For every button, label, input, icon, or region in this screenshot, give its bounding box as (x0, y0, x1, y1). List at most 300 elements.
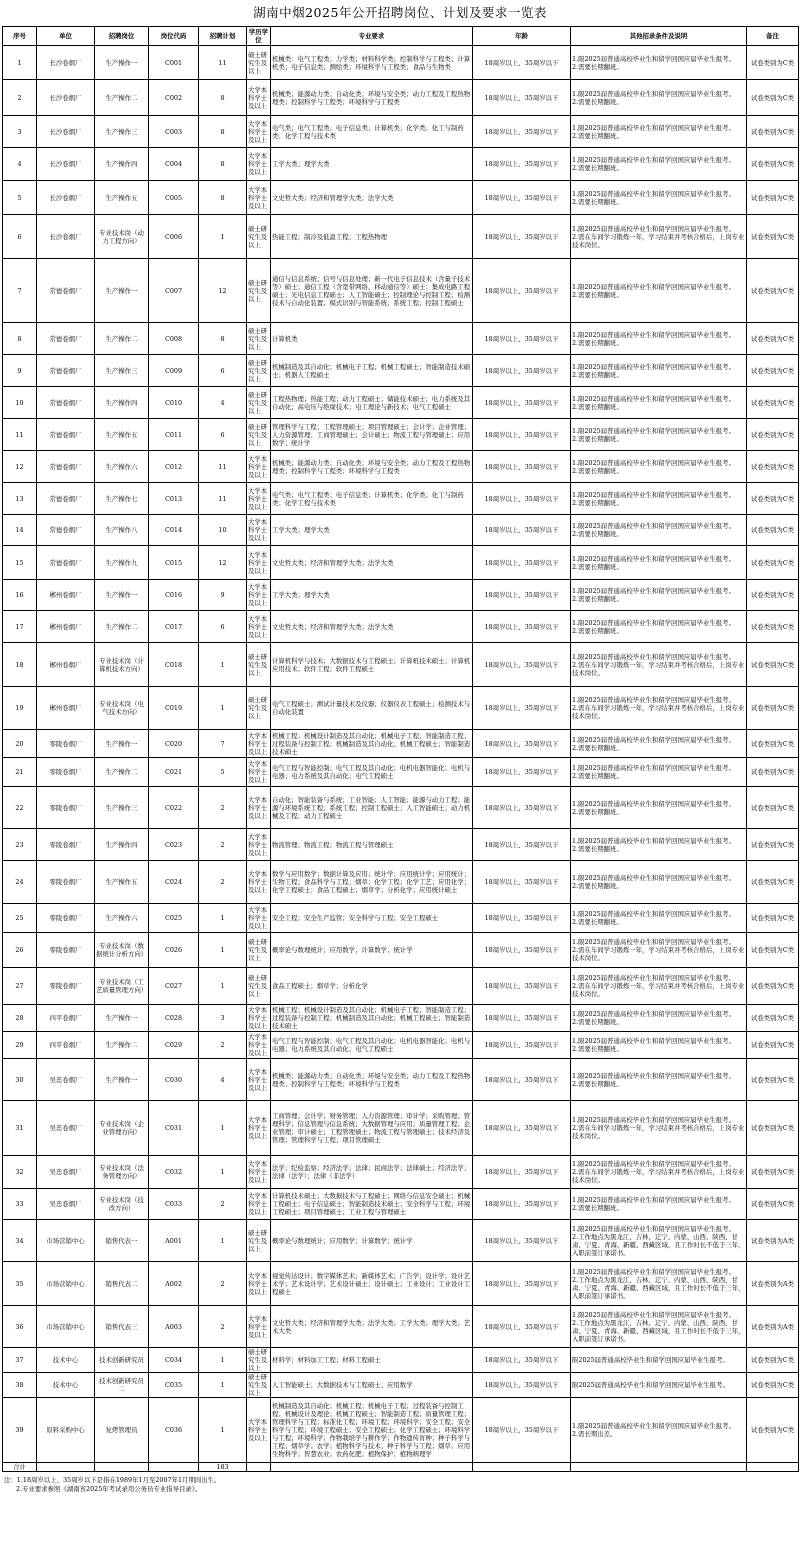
row-code: C009 (149, 355, 199, 387)
row-age: 18周岁以上、35周岁以下 (473, 259, 571, 323)
row-no: 26 (3, 933, 37, 968)
row-conditions: 1.限2025届普通高校毕业生和留学回国应届毕业生报考。 2.需要长期翻班。 (571, 829, 747, 861)
row-unit: 零陵卷烟厂 (37, 829, 95, 861)
header-plan: 招聘计划 (199, 27, 247, 46)
row-note: 试卷类别为C类 (747, 787, 799, 829)
row-unit: 零陵卷烟厂 (37, 787, 95, 829)
row-post: 生产操作一 (95, 1059, 149, 1101)
row-note: 试卷类别为C类 (747, 181, 799, 215)
header-note: 备注 (747, 27, 799, 46)
row-note: 试卷类别为C类 (747, 215, 799, 259)
row-edu: 大学本科学士及以上 (247, 1156, 271, 1189)
row-code: C013 (149, 483, 199, 515)
row-code: C019 (149, 687, 199, 730)
row-major: 电气工程与智能控制；电气工程及其自动化；电机电器智能化；电机与电器；电力系统及其自动化；电气工程硕士 (271, 1032, 473, 1059)
row-edu: 硕士研究生及以上 (247, 1220, 271, 1262)
table-row (3, 148, 799, 181)
row-age: 18周岁以上、35周岁以下 (473, 1398, 571, 1463)
row-unit: 长沙卷烟厂 (37, 181, 95, 215)
row-edu: 大学本科学士及以上 (247, 1059, 271, 1101)
row-major: 机械制造及其自动化；机械电子工程；机械工程硕士；智能制造技术硕士；机器人工程硕士 (271, 355, 473, 387)
row-edu: 大学本科学士及以上 (247, 829, 271, 861)
row-age: 18周岁以上、35周岁以下 (473, 323, 571, 355)
row-conditions: 1.限2025届普通高校毕业生和留学回国应届毕业生报考。 2.需要长期翻班。 (571, 861, 747, 904)
row-edu: 硕士研究生及以上 (247, 643, 271, 687)
row-major: 计算机科学与技术；大数据技术与工程硕士；计算机技术硕士；计算机应用技术；软件工程；软件工程硕士 (271, 643, 473, 687)
row-edu: 硕士研究生及以上 (247, 323, 271, 355)
row-major: 机械类；能源动力类；自动化类；环境与安全类；动力工程及工程热物理类；控制科学与工程类；环境科学与工程类 (271, 80, 473, 116)
row-age: 18周岁以上、35周岁以下 (473, 1306, 571, 1348)
row-plan: 1 (199, 968, 247, 1005)
row-no: 8 (3, 323, 37, 355)
table-row (3, 1059, 799, 1101)
row-age: 18周岁以上、35周岁以下 (473, 215, 571, 259)
row-post: 生产操作二 (95, 758, 149, 787)
page-title: 湖南中烟2025年公开招聘岗位、计划及要求一览表 (253, 5, 547, 20)
row-no: 3 (3, 116, 37, 148)
row-code: C003 (149, 116, 199, 148)
table-row (3, 181, 799, 215)
row-age: 18周岁以上、35周岁以下 (473, 861, 571, 904)
row-unit: 零陵卷烟厂 (37, 904, 95, 933)
row-post: 专业技术岗（企业管理方向） (95, 1101, 149, 1156)
row-code: C033 (149, 1189, 199, 1220)
table-row (3, 546, 799, 580)
row-no: 16 (3, 580, 37, 611)
row-unit: 市场营销中心 (37, 1306, 95, 1348)
row-code: C001 (149, 46, 199, 80)
row-major: 计算机技术硕士；大数据技术与工程硕士；网络与信息安全硕士；机械工程硕士；电子信息硕士；智能制造技术硕士；安全科学与工程；环境工程硕士；项目管理硕士；工业工程与管理硕士 (271, 1189, 473, 1220)
row-major: 机械类：电气工程类；力学类；材料科学类；控制科学与工程类；计算机类；电子信息类；测绘类；环境科学与工程类；食品与生物类 (271, 46, 473, 80)
row-code: C017 (149, 611, 199, 643)
row-no: 24 (3, 861, 37, 904)
row-age: 18周岁以上、35周岁以下 (473, 116, 571, 148)
row-unit: 常德卷烟厂 (37, 515, 95, 546)
row-age: 18周岁以上、35周岁以下 (473, 1189, 571, 1220)
row-age: 18周岁以上、35周岁以下 (473, 758, 571, 787)
row-note: 试卷类别为C类 (747, 730, 799, 758)
row-conditions: 1.限2025届普通高校毕业生和留学回国应届毕业生报考。 2.需要长期翻班。 (571, 730, 747, 758)
row-note: 试卷类别为C类 (747, 546, 799, 580)
row-post: 技术创新研究员二 (95, 1373, 149, 1398)
row-no: 4 (3, 148, 37, 181)
row-age: 18周岁以上、35周岁以下 (473, 80, 571, 116)
row-conditions: 1.限2025届普通高校毕业生和留学回国应届毕业生报考。 2.需长期出差。 (571, 1398, 747, 1463)
row-plan: 1 (199, 904, 247, 933)
row-unit: 零陵卷烟厂 (37, 861, 95, 904)
table-row (3, 1101, 799, 1156)
row-edu: 大学本科学士及以上 (247, 861, 271, 904)
row-edu: 大学本科学士及以上 (247, 787, 271, 829)
row-note: 试卷类别为C类 (747, 419, 799, 451)
row-unit: 常德卷烟厂 (37, 259, 95, 323)
row-note: 试卷类别为C类 (747, 643, 799, 687)
row-major: 视觉传达设计；数字媒体艺术；新媒体艺术；广告学；设计学；设计艺术学；艺术设计学；艺术设计硕士；设计硕士；工业设计；工业设计工程硕士 (271, 1262, 473, 1306)
row-no: 37 (3, 1348, 37, 1373)
row-conditions: 1.限2025届普通高校毕业生和留学回国应届毕业生报考。 2.需在车间学习锻炼一年，学习结束并考核合格后，上岗专业技术岗位。 (571, 687, 747, 730)
row-plan: 1 (199, 1156, 247, 1189)
row-major: 通信与信息系统；信号与信息处理；新一代电子信息技术（含量子技术等）硕士；通信工程（含宽带网络、移动通信等）硕士；集成电路工程硕士；光电信息工程硕士；人工智能硕士；控制理论与控制工程；检测技术与自动化装置；模式识别与智能系统；系统工程；控制工程硕士 (271, 259, 473, 323)
table-row (3, 215, 799, 259)
row-edu: 大学本科学士及以上 (247, 758, 271, 787)
row-plan: 4 (199, 1059, 247, 1101)
table-row (3, 968, 799, 1005)
row-conditions: 1.限2025届普通高校毕业生和留学回国应届毕业生报考。 2.需要长期翻班。 (571, 355, 747, 387)
table-row (3, 787, 799, 829)
row-unit: 常德卷烟厂 (37, 355, 95, 387)
row-note: 试卷类别为C类 (747, 758, 799, 787)
row-post: 生产操作四 (95, 148, 149, 181)
row-plan: 7 (199, 730, 247, 758)
row-plan: 11 (199, 451, 247, 483)
row-post: 生产操作五 (95, 181, 149, 215)
row-conditions: 1.限2025届普通高校毕业生和留学回国应届毕业生报考。 2.需要长期翻班。 (571, 419, 747, 451)
row-conditions: 限2025届普通高校毕业生和留学回国应届毕业生报考。 (571, 1373, 747, 1398)
row-edu: 硕士研究生及以上 (247, 215, 271, 259)
row-conditions: 1.限2025届普通高校毕业生和留学回国应届毕业生报考。 2.需要长期翻班。 (571, 904, 747, 933)
header-major: 专业要求 (271, 27, 473, 46)
row-plan: 12 (199, 259, 247, 323)
row-edu: 大学本科学士及以上 (247, 181, 271, 215)
row-code: C015 (149, 546, 199, 580)
row-conditions: 1.限2025届普通高校毕业生和留学回国应届毕业生报考。 2.需在车间学习锻炼一年，学习结束并考核合格后，上岗专业技术岗位。 (571, 968, 747, 1005)
row-post: 销售代表三 (95, 1306, 149, 1348)
table-row (3, 643, 799, 687)
row-post: 专业技术岗（电气技术方向） (95, 687, 149, 730)
row-post: 销售代表二 (95, 1262, 149, 1306)
row-unit: 长沙卷烟厂 (37, 80, 95, 116)
row-note: 试卷类别为C类 (747, 355, 799, 387)
row-conditions: 1.限2025届普通高校毕业生和留学回国应届毕业生报考。 2.工作地点为黑龙江、吉林、辽宁、内蒙、山西、陕西、甘肃、宁夏、青海、新疆、西藏区域，且工作时长不低于三年，入职前签订承诺书。 (571, 1306, 747, 1348)
table-row (3, 1220, 799, 1262)
row-edu: 大学本科学士及以上 (247, 1189, 271, 1220)
row-major: 电气类；电气工程类；电子信息类；计算机类；化学类；化工与制药类；化学工程与技术类 (271, 483, 473, 515)
row-major: 概率论与数理统计；应用数学；计算数学；统计学 (271, 1220, 473, 1262)
row-age: 18周岁以上、35周岁以下 (473, 904, 571, 933)
row-note: 试卷类别为C类 (747, 1032, 799, 1059)
row-no: 30 (3, 1059, 37, 1101)
row-edu: 硕士研究生及以上 (247, 687, 271, 730)
row-no: 13 (3, 483, 37, 515)
row-unit: 长沙卷烟厂 (37, 46, 95, 80)
row-edu: 大学本科学士及以上 (247, 483, 271, 515)
row-post: 生产操作一 (95, 730, 149, 758)
row-no: 14 (3, 515, 37, 546)
row-conditions: 1.限2025届普通高校毕业生和留学回国应届毕业生报考。 2.需在车间学习锻炼一年，学习结束并考核合格后，上岗专业技术岗位。 (571, 933, 747, 968)
row-note: 试卷类别为C类 (747, 1348, 799, 1373)
row-conditions: 1.限2025届普通高校毕业生和留学回国应届毕业生报考。 2.需要长期翻班。 (571, 387, 747, 419)
row-unit: 技术中心 (37, 1373, 95, 1398)
row-code: C036 (149, 1398, 199, 1463)
row-edu: 大学本科学士及以上 (247, 1398, 271, 1463)
row-unit: 吴忠卷烟厂 (37, 1059, 95, 1101)
footnote: 2.专业要求参照《湖南省2025年考试录用公务员专业指导目录》。 (16, 1484, 202, 1493)
row-post: 专业技术岗（技改方向） (95, 1189, 149, 1220)
row-no: 33 (3, 1189, 37, 1220)
row-unit: 常德卷烟厂 (37, 323, 95, 355)
row-plan: 10 (199, 515, 247, 546)
row-no: 38 (3, 1373, 37, 1398)
footnote: 注：1.18周岁以上、35周岁以下是指在1989年1月至2007年1月期间出生。 (4, 1476, 221, 1484)
row-age: 18周岁以上、35周岁以下 (473, 787, 571, 829)
row-plan: 1 (199, 1220, 247, 1262)
row-major: 工学大类；理学大类 (271, 580, 473, 611)
table-row (3, 933, 799, 968)
header-unit: 单位 (37, 27, 95, 46)
table-row (3, 1262, 799, 1306)
row-note: 试卷类别为A类 (747, 1262, 799, 1306)
row-major: 安全工程；安全生产监管；安全科学与工程；安全工程硕士 (271, 904, 473, 933)
row-post: 生产操作四 (95, 829, 149, 861)
row-no: 7 (3, 259, 37, 323)
row-note: 试卷类别为A类 (747, 1306, 799, 1348)
row-no: 15 (3, 546, 37, 580)
table-row (3, 355, 799, 387)
row-code: C004 (149, 148, 199, 181)
table-row (3, 730, 799, 758)
row-age: 18周岁以上、35周岁以下 (473, 968, 571, 1005)
row-major: 人工智能硕士；大数据技术与工程硕士；应用数学 (271, 1373, 473, 1398)
row-note: 试卷类别为C类 (747, 1189, 799, 1220)
row-conditions: 1.限2025届普通高校毕业生和留学回国应届毕业生报考。 2.需在车间学习锻炼一年，学习结束并考核合格后，上岗专业技术岗位。 (571, 1156, 747, 1189)
row-plan: 1 (199, 1348, 247, 1373)
row-conditions: 1.限2025届普通高校毕业生和留学回国应届毕业生报考。 2.需要长期翻班。 (571, 259, 747, 323)
table-row (3, 861, 799, 904)
row-edu: 大学本科学士及以上 (247, 904, 271, 933)
row-conditions: 1.限2025届普通高校毕业生和留学回国应届毕业生报考。 2.需要长期翻班。 (571, 116, 747, 148)
table-row (3, 1373, 799, 1398)
row-post: 生产操作一 (95, 580, 149, 611)
row-major: 文史哲大类；经济和管理学大类；法学大类；工学大类；理学大类；艺术大类 (271, 1306, 473, 1348)
row-edu: 硕士研究生及以上 (247, 259, 271, 323)
row-age: 18周岁以上、35周岁以下 (473, 687, 571, 730)
row-code: C026 (149, 933, 199, 968)
header-edu: 学历学位 (247, 27, 271, 46)
row-code: C020 (149, 730, 199, 758)
row-note: 试卷类别为C类 (747, 451, 799, 483)
row-unit: 技术中心 (37, 1348, 95, 1373)
row-plan: 8 (199, 181, 247, 215)
row-age: 18周岁以上、35周岁以下 (473, 148, 571, 181)
row-post: 生产操作二 (95, 80, 149, 116)
row-no: 11 (3, 419, 37, 451)
row-note: 试卷类别为C类 (747, 116, 799, 148)
row-code: C035 (149, 1373, 199, 1398)
table-row (3, 1156, 799, 1189)
row-conditions: 1.限2025届普通高校毕业生和留学回国应届毕业生报考。 2.需要长期翻班。 (571, 1189, 747, 1220)
table-row (3, 483, 799, 515)
row-age: 18周岁以上、35周岁以下 (473, 829, 571, 861)
row-post: 生产操作九 (95, 546, 149, 580)
row-conditions: 1.限2025届普通高校毕业生和留学回国应届毕业生报考。 2.工作地点为黑龙江、吉林、辽宁、内蒙、山西、陕西、甘肃、宁夏、青海、新疆、西藏区域，且工作时长不低于三年，入职前签订承诺书。 (571, 1262, 747, 1306)
row-conditions: 1.限2025届普通高校毕业生和留学回国应届毕业生报考。 2.需要长期翻班。 (571, 787, 747, 829)
header-code: 岗位代码 (149, 27, 199, 46)
header-post: 招聘岗位 (95, 27, 149, 46)
row-major: 自动化；智能装备与系统；工业智能；人工智能；能源与动力工程；能源与环境系统工程；系统工程；控制工程硕士；人工智能硕士；动力机械及工程；动力工程硕士 (271, 787, 473, 829)
row-post: 复烤管理员 (95, 1398, 149, 1463)
row-no: 27 (3, 968, 37, 1005)
row-unit: 吴忠卷烟厂 (37, 1101, 95, 1156)
row-plan: 2 (199, 861, 247, 904)
row-no: 2 (3, 80, 37, 116)
row-unit: 四平卷烟厂 (37, 1032, 95, 1059)
row-edu: 大学本科学士及以上 (247, 1262, 271, 1306)
row-code: A002 (149, 1262, 199, 1306)
row-unit: 吴忠卷烟厂 (37, 1156, 95, 1189)
row-major: 机械制造及其自动化；机械工程；机械电子工程；过程装备与控制工程；机械设计及理论；机械工程硕士；智能制造工程；质量管理工程；管理科学与工程；标准化工程；环境工程；环境科学；安全工程；安全科学与工程；环境工程硕士；安全工程硕士；化学工程硕士；环境科学与工程；环境科学；作物栽培学与耕作学；作物遗传育种；种子科学与工程；烟草学；农学；植物科学与技术；种子科学与工程；烟草；应用生物科学；智慧农业；农药化肥；植物保护；植物病理学 (271, 1398, 473, 1463)
row-no: 35 (3, 1262, 37, 1306)
row-post: 专业技术岗（法务管理方向） (95, 1156, 149, 1189)
row-edu: 大学本科学士及以上 (247, 580, 271, 611)
row-plan: 1 (199, 215, 247, 259)
row-plan: 6 (199, 611, 247, 643)
row-no: 10 (3, 387, 37, 419)
row-no: 31 (3, 1101, 37, 1156)
row-plan: 1 (199, 1101, 247, 1156)
row-conditions: 1.限2025届普通高校毕业生和留学回国应届毕业生报考。 2.需要长期翻班。 (571, 611, 747, 643)
row-major: 数学与应用数学；数据计算及应用；统计学；应用统计学；应用统计；生物工程；食品科学与工程；烟草；化学工程；化学工艺；应用化学；化学工程硕士；食品工程硕士；烟草学；分析化学；应用统计硕士 (271, 861, 473, 904)
table-row (3, 829, 799, 861)
row-note: 试卷类别为C类 (747, 80, 799, 116)
row-unit: 常德卷烟厂 (37, 387, 95, 419)
row-major: 电气工程与智能控制；电气工程及其自动化；电机电器智能化；电机与电器；电力系统及其自动化；电气工程硕士 (271, 758, 473, 787)
row-conditions: 1.限2025届普通高校毕业生和留学回国应届毕业生报考。 2.工作地点为黑龙江、吉林、辽宁、内蒙、山西、陕西、甘肃、宁夏、青海、新疆、西藏区域，且工作时长不低于三年，入职前签订承诺书。 (571, 1220, 747, 1262)
row-code: C030 (149, 1059, 199, 1101)
row-edu: 硕士研究生及以上 (247, 419, 271, 451)
row-unit: 零陵卷烟厂 (37, 730, 95, 758)
row-unit: 市场营销中心 (37, 1220, 95, 1262)
row-plan: 2 (199, 1189, 247, 1220)
row-age: 18周岁以上、35周岁以下 (473, 451, 571, 483)
row-code: C011 (149, 419, 199, 451)
row-post: 生产操作二 (95, 323, 149, 355)
row-plan: 11 (199, 483, 247, 515)
row-major: 热能工程；制冷及低温工程；工程热物理 (271, 215, 473, 259)
row-age: 18周岁以上、35周岁以下 (473, 546, 571, 580)
row-plan: 5 (199, 758, 247, 787)
row-code: C029 (149, 1032, 199, 1059)
row-plan: 8 (199, 116, 247, 148)
row-edu: 大学本科学士及以上 (247, 546, 271, 580)
row-post: 生产操作二 (95, 611, 149, 643)
row-age: 18周岁以上、35周岁以下 (473, 1220, 571, 1262)
row-code: A001 (149, 1220, 199, 1262)
row-plan: 2 (199, 787, 247, 829)
row-conditions: 1.限2025届普通高校毕业生和留学回国应届毕业生报考。 2.需要长期翻班。 (571, 515, 747, 546)
table-row (3, 1306, 799, 1348)
row-major: 管理科学与工程；工程管理硕士；项目管理硕士；会计学；企业管理；人力资源管理；工商管理硕士；会计硕士；物流工程与管理硕士；应用数学；统计学 (271, 419, 473, 451)
row-major: 食品工程硕士；烟草学；分析化学 (271, 968, 473, 1005)
row-unit: 郴州卷烟厂 (37, 611, 95, 643)
row-no: 17 (3, 611, 37, 643)
row-conditions: 1.限2025届普通高校毕业生和留学回国应届毕业生报考。 2.需要长期翻班。 (571, 483, 747, 515)
row-no: 12 (3, 451, 37, 483)
footnotes (4, 1476, 800, 1493)
row-edu: 大学本科学士及以上 (247, 116, 271, 148)
row-plan: 1 (199, 643, 247, 687)
row-plan: 6 (199, 419, 247, 451)
row-plan: 1 (199, 1398, 247, 1463)
table-row (3, 116, 799, 148)
row-note: 试卷类别为C类 (747, 580, 799, 611)
row-post: 专业技术岗（计算机技术方向） (95, 643, 149, 687)
row-age: 18周岁以上、35周岁以下 (473, 355, 571, 387)
table-row (3, 451, 799, 483)
row-post: 生产操作三 (95, 116, 149, 148)
row-note: 试卷类别为C类 (747, 1156, 799, 1189)
table-row (3, 1189, 799, 1220)
row-note: 试卷类别为C类 (747, 687, 799, 730)
row-no: 23 (3, 829, 37, 861)
table-row (3, 687, 799, 730)
row-code: C002 (149, 80, 199, 116)
row-post: 生产操作五 (95, 861, 149, 904)
row-no: 36 (3, 1306, 37, 1348)
row-unit: 零陵卷烟厂 (37, 758, 95, 787)
row-note: 试卷类别为C类 (747, 933, 799, 968)
row-unit: 长沙卷烟厂 (37, 116, 95, 148)
row-age: 18周岁以上、35周岁以下 (473, 580, 571, 611)
row-plan: 8 (199, 148, 247, 181)
row-unit: 郴州卷烟厂 (37, 643, 95, 687)
row-code: C032 (149, 1156, 199, 1189)
row-post: 专业技术岗（工艺质量管理方向） (95, 968, 149, 1005)
row-plan: 2 (199, 1306, 247, 1348)
row-age: 18周岁以上、35周岁以下 (473, 181, 571, 215)
row-conditions: 1.限2025届普通高校毕业生和留学回国应届毕业生报考。 2.需要长期翻班。 (571, 1005, 747, 1032)
row-post: 技术创新研究员 (95, 1348, 149, 1373)
row-note: 试卷类别为C类 (747, 861, 799, 904)
row-code: C007 (149, 259, 199, 323)
row-note: 试卷类别为C类 (747, 323, 799, 355)
row-no: 39 (3, 1398, 37, 1463)
row-age: 18周岁以上、35周岁以下 (473, 1005, 571, 1032)
row-note: 试卷类别为C类 (747, 829, 799, 861)
row-note: 试卷类别为C类 (747, 1005, 799, 1032)
row-post: 专业技术岗（数据统计分析方向） (95, 933, 149, 968)
row-major: 电气类；电气工程类；电子信息类；计算机类；化学类；化工与制药类；化学工程与技术类 (271, 116, 473, 148)
row-edu: 硕士研究生及以上 (247, 933, 271, 968)
row-note: 试卷类别为C类 (747, 148, 799, 181)
row-post: 生产操作五 (95, 419, 149, 451)
row-code: C018 (149, 643, 199, 687)
row-no: 34 (3, 1220, 37, 1262)
row-unit: 常德卷烟厂 (37, 419, 95, 451)
row-no: 9 (3, 355, 37, 387)
row-edu: 大学本科学士及以上 (247, 1306, 271, 1348)
table-row (3, 580, 799, 611)
row-conditions: 1.限2025届普通高校毕业生和留学回国应届毕业生报考。 2.需要长期翻班。 (571, 758, 747, 787)
table-row (3, 1032, 799, 1059)
row-major: 概率论与数理统计；应用数学；计算数学；统计学 (271, 933, 473, 968)
row-edu: 硕士研究生及以上 (247, 387, 271, 419)
row-age: 18周岁以上、35周岁以下 (473, 387, 571, 419)
row-post: 生产操作四 (95, 387, 149, 419)
row-major: 文史哲大类；经济和管理学大类；法学大类 (271, 546, 473, 580)
row-no: 1 (3, 46, 37, 80)
row-age: 18周岁以上、35周岁以下 (473, 611, 571, 643)
row-conditions: 1.限2025届普通高校毕业生和留学回国应届毕业生报考。 2.需要长期翻班。 (571, 546, 747, 580)
row-age: 18周岁以上、35周岁以下 (473, 419, 571, 451)
row-note: 试卷类别为C类 (747, 904, 799, 933)
row-edu: 大学本科学士及以上 (247, 515, 271, 546)
row-conditions: 1.限2025届普通高校毕业生和留学回国应届毕业生报考。 2.需在车间学习锻炼一年，学习结束并考核合格后，上岗专业技术岗位。 (571, 1101, 747, 1156)
row-conditions: 1.限2025届普通高校毕业生和留学回国应届毕业生报考。 2.需要长期翻班。 (571, 1032, 747, 1059)
table-row (3, 1005, 799, 1032)
row-no: 19 (3, 687, 37, 730)
row-code: C025 (149, 904, 199, 933)
row-conditions: 1.限2025届普通高校毕业生和留学回国应届毕业生报考。 2.需在车间学习锻炼一年，学习结束并考核合格后，上岗专业技术岗位。 (571, 215, 747, 259)
